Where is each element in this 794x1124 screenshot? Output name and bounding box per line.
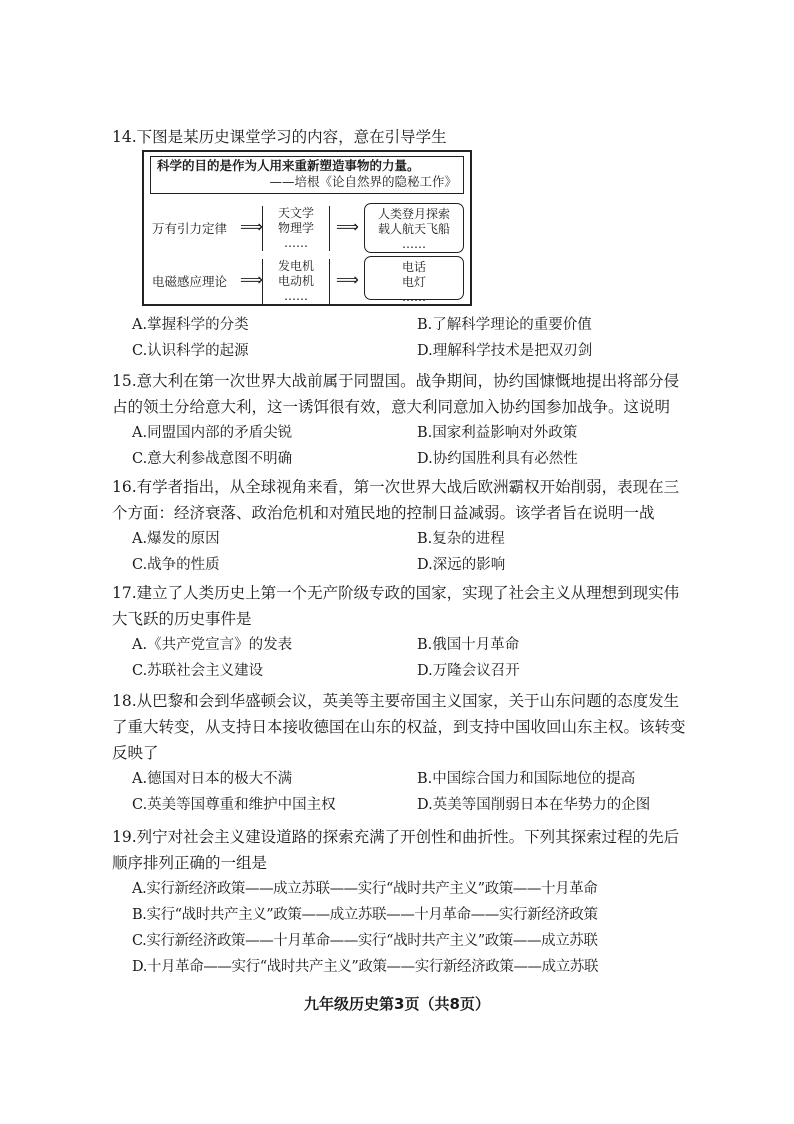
question-15-stem: 15.意大利在第一次世界大战前属于同盟国。战争期间，协约国慷慨地提出将部分侵占的领土分给意大利，这一诱饵很有效，意大利同意加入协约国参加战争。这说明 [112,372,680,416]
row2-right-item: 电灯 [401,275,426,289]
row1-mid-item: 物理学 [277,221,314,235]
row2-arrow-2: ⟹ [336,270,359,289]
row1-mid-item: …… [284,236,308,250]
row2-right-box [364,256,464,304]
option-d[interactable]: D.协约国胜利具有必然性 [417,451,578,467]
question-14-stem: 14.下图是某历史课堂学习的内容，意在引导学生 [112,128,447,146]
row1-label: 万有引力定律 [152,221,228,236]
option-a[interactable]: A.《共产党宣言》的发表 [132,637,293,653]
row2-mid-item: …… [284,289,308,303]
question-16-stem: 16.有学者指出，从全球视角来看，第一次世界大战后欧洲霸权开始削弱，表现在三个方面：经济衰落、政治危机和对殖民地的控制日益减弱。该学者旨在说明一战 [112,478,680,522]
option-d[interactable]: D.英美等国削弱日本在华势力的企图 [417,797,651,813]
quote-box [150,156,464,194]
row1-right-item: 载人航天飞船 [377,222,450,236]
row1-right-item: …… [402,237,426,251]
option-d[interactable]: D.万隆会议召开 [417,663,520,679]
row1-arrow-2: ⟹ [336,217,359,236]
question-16 [112,474,692,578]
question-18-options [132,766,692,818]
row2-label: 电磁感应理论 [152,274,228,289]
option-c[interactable]: C.认识科学的起源 [132,343,249,359]
question-14-options-block [112,312,692,364]
option-c[interactable]: C.意大利参战意图不明确 [132,451,293,467]
option-c[interactable]: C.战争的性质 [132,557,220,573]
option-a[interactable]: A.爆发的原因 [132,531,220,547]
row1-mid-box [262,206,330,251]
option-b[interactable]: B.了解科学理论的重要价值 [417,317,592,333]
q14-figure [142,150,472,306]
row2-arrow-1: ⟹ [240,270,263,289]
question-15 [112,368,692,472]
row2-mid-item: 电动机 [277,274,314,288]
question-17-options [132,632,692,684]
option-a[interactable]: A.德国对日本的极大不满 [132,771,293,787]
row1-right-box [364,203,464,253]
option-d[interactable]: D.十月革命——实行“战时共产主义”政策——实行新经济政策——成立苏联 [132,959,599,975]
option-a[interactable]: A.掌握科学的分类 [132,317,249,333]
row2-right-item: …… [402,290,426,304]
question-16-options [132,526,692,578]
question-19 [112,824,692,980]
row1-arrow-1: ⟹ [240,217,263,236]
question-19-stem: 19.列宁对社会主义建设道路的探索充满了开创性和曲折性。下列其探索过程的先后顺序排列正确的一组是 [112,828,680,872]
option-b[interactable]: B.国家利益影响对外政策 [417,425,578,441]
option-b[interactable]: B.中国综合国力和国际地位的提高 [417,771,636,787]
option-a[interactable]: A.实行新经济政策——成立苏联——实行“战时共产主义”政策——十月革命 [132,881,598,897]
option-d[interactable]: D.深远的影响 [417,557,506,573]
question-17-stem: 17.建立了人类历史上第一个无产阶级专政的国家，实现了社会主义从理想到现实伟大飞跃的历史事件是 [112,584,680,628]
question-19-options [132,876,692,980]
option-b[interactable]: B.俄国十月革命 [417,637,520,653]
question-17 [112,580,692,684]
row2-right-item: 电话 [401,260,426,274]
option-a[interactable]: A.同盟国内部的矛盾尖锐 [132,425,293,441]
question-18 [112,688,692,818]
option-c[interactable]: C.苏联社会主义建设 [132,663,264,679]
row1-mid-item: 天文学 [277,206,314,220]
option-c[interactable]: C.实行新经济政策——十月革命——实行“战时共产主义”政策——成立苏联 [132,933,598,949]
row2-mid-box [262,259,330,304]
row1-right-item: 人类登月探索 [377,207,450,221]
question-14-options [132,312,692,364]
quote-source: ——培根《论自然界的隐秘工作》 [269,174,457,189]
question-15-options [132,420,692,472]
question-18-stem: 18.从巴黎和会到华盛顿会议，英美等主要帝国主义国家，关于山东问题的态度发生了重大转变，从支持日本接收德国在山东的权益，到支持中国收回山东主权。该转变反映了 [112,692,686,762]
question-14 [112,124,692,150]
page-footer: 九年级历史第3页（共8页） [304,995,490,1013]
row2-mid-item: 发电机 [277,259,314,273]
option-b[interactable]: B.实行“战时共产主义”政策——成立苏联——十月革命——实行新经济政策 [132,907,598,923]
option-d[interactable]: D.理解科学技术是把双刃剑 [417,343,593,359]
option-c[interactable]: C.英美等国尊重和维护中国主权 [132,797,336,813]
option-b[interactable]: B.复杂的进程 [417,531,505,547]
quote-text: 科学的目的是作为人用来重新塑造事物的力量。 [157,158,420,173]
